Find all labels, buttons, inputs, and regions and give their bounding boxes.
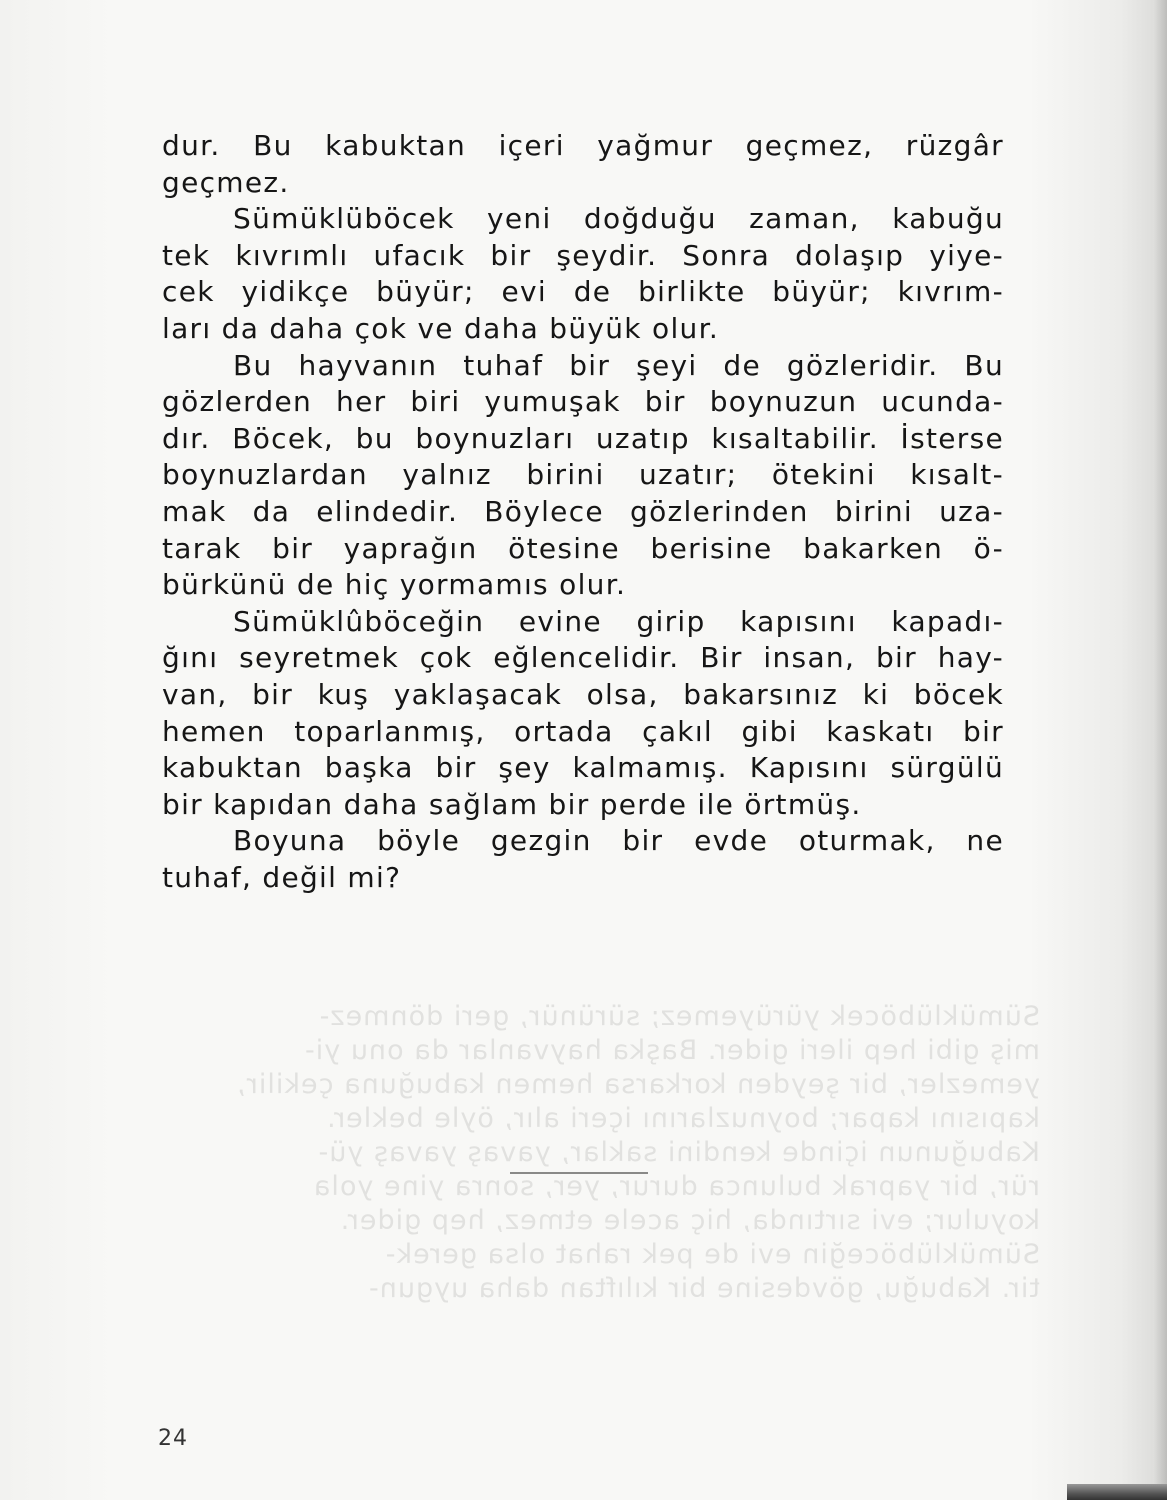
text-line: kabuktan başka bir şey kalmamış. Kapısını sürgülü (162, 751, 1004, 785)
body-text (162, 128, 1004, 896)
text-line: hemen toparlanmış, ortada çakıl gibi kaskatı bir (162, 714, 1004, 748)
text-line: dur. Bu kabuktan içeri yağmur geçmez, rüzgâr (162, 129, 1004, 162)
text-line: dır. Böcek, bu boynuzları uzatıp kısaltabilir. İsterse (162, 421, 1004, 455)
section-divider (510, 1172, 648, 1174)
text-line: bir kapıdan daha sağlam bir perde ile örtmüş. (162, 787, 862, 821)
binding-corner (1067, 1484, 1167, 1500)
text-line: Sümüklüböcek yeni doğduğu zaman, kabuğu (233, 202, 1004, 236)
text-line: tuhaf, değil mi? (162, 860, 402, 894)
text-line: Boyuna böyle gezgin bir evde oturmak, ne (233, 824, 1004, 858)
text-line: Bu hayvanın tuhaf bir şeyi de gözleridir. Bu (233, 348, 1004, 382)
text-line: ları da daha çok ve daha büyük olur. (162, 311, 720, 345)
text-line: geçmez. (162, 165, 290, 199)
page-number: 24 (158, 1426, 188, 1451)
page-edge (1153, 0, 1167, 1500)
show-through-text: Sümüklüböcek yürüyemez; sürünür, geri dönmez- miş gibi hep ileri gider. Başka hayvanlar da onu yi- yemezler, bir şeyden korkarsa hemen kabuğuna çekilir, kapısını kapar; boynuzlarını içeri alır, öyle bekler. Kabuğunun içinde kendini saklar, yavaş yavaş yü- rür, bir yaprak bulunca durur, yer, sonra yine yola koyulur; evi sırtında, hiç acele etmez, hep gider. Sümüklüböceğin evi de pek rahat olsa gerek- tir. Kabuğu, gövdesine bir kılıftan daha uygun- (236, 1001, 1040, 1304)
text-line: tek kıvrımlı ufacık bir şeydir. Sonra dolaşıp yiye- (162, 238, 1004, 272)
text-line: tarak bir yaprağın ötesine berisine bakarken ö- (162, 531, 1004, 565)
text-line: van, bir kuş yaklaşacak olsa, bakarsınız ki böcek (162, 677, 1004, 711)
text-line: mak da elindedir. Böylece gözlerinden birini uza- (162, 494, 1004, 528)
text-line: ğını seyretmek çok eğlencelidir. Bir insan, bir hay- (162, 641, 1004, 675)
text-line: cek yidikçe büyür; evi de birlikte büyür; kıvrım- (162, 275, 1004, 309)
text-line: Sümüklûböceğin evine girip kapısını kapadı- (233, 604, 1004, 638)
text-line: bürkünü de hiç yormamıs olur. (162, 568, 627, 602)
text-line: boynuzlardan yalnız birini uzatır; ötekini kısalt- (162, 458, 1004, 492)
text-line: gözlerden her biri yumuşak bir boynuzun ucunda- (162, 385, 1004, 419)
